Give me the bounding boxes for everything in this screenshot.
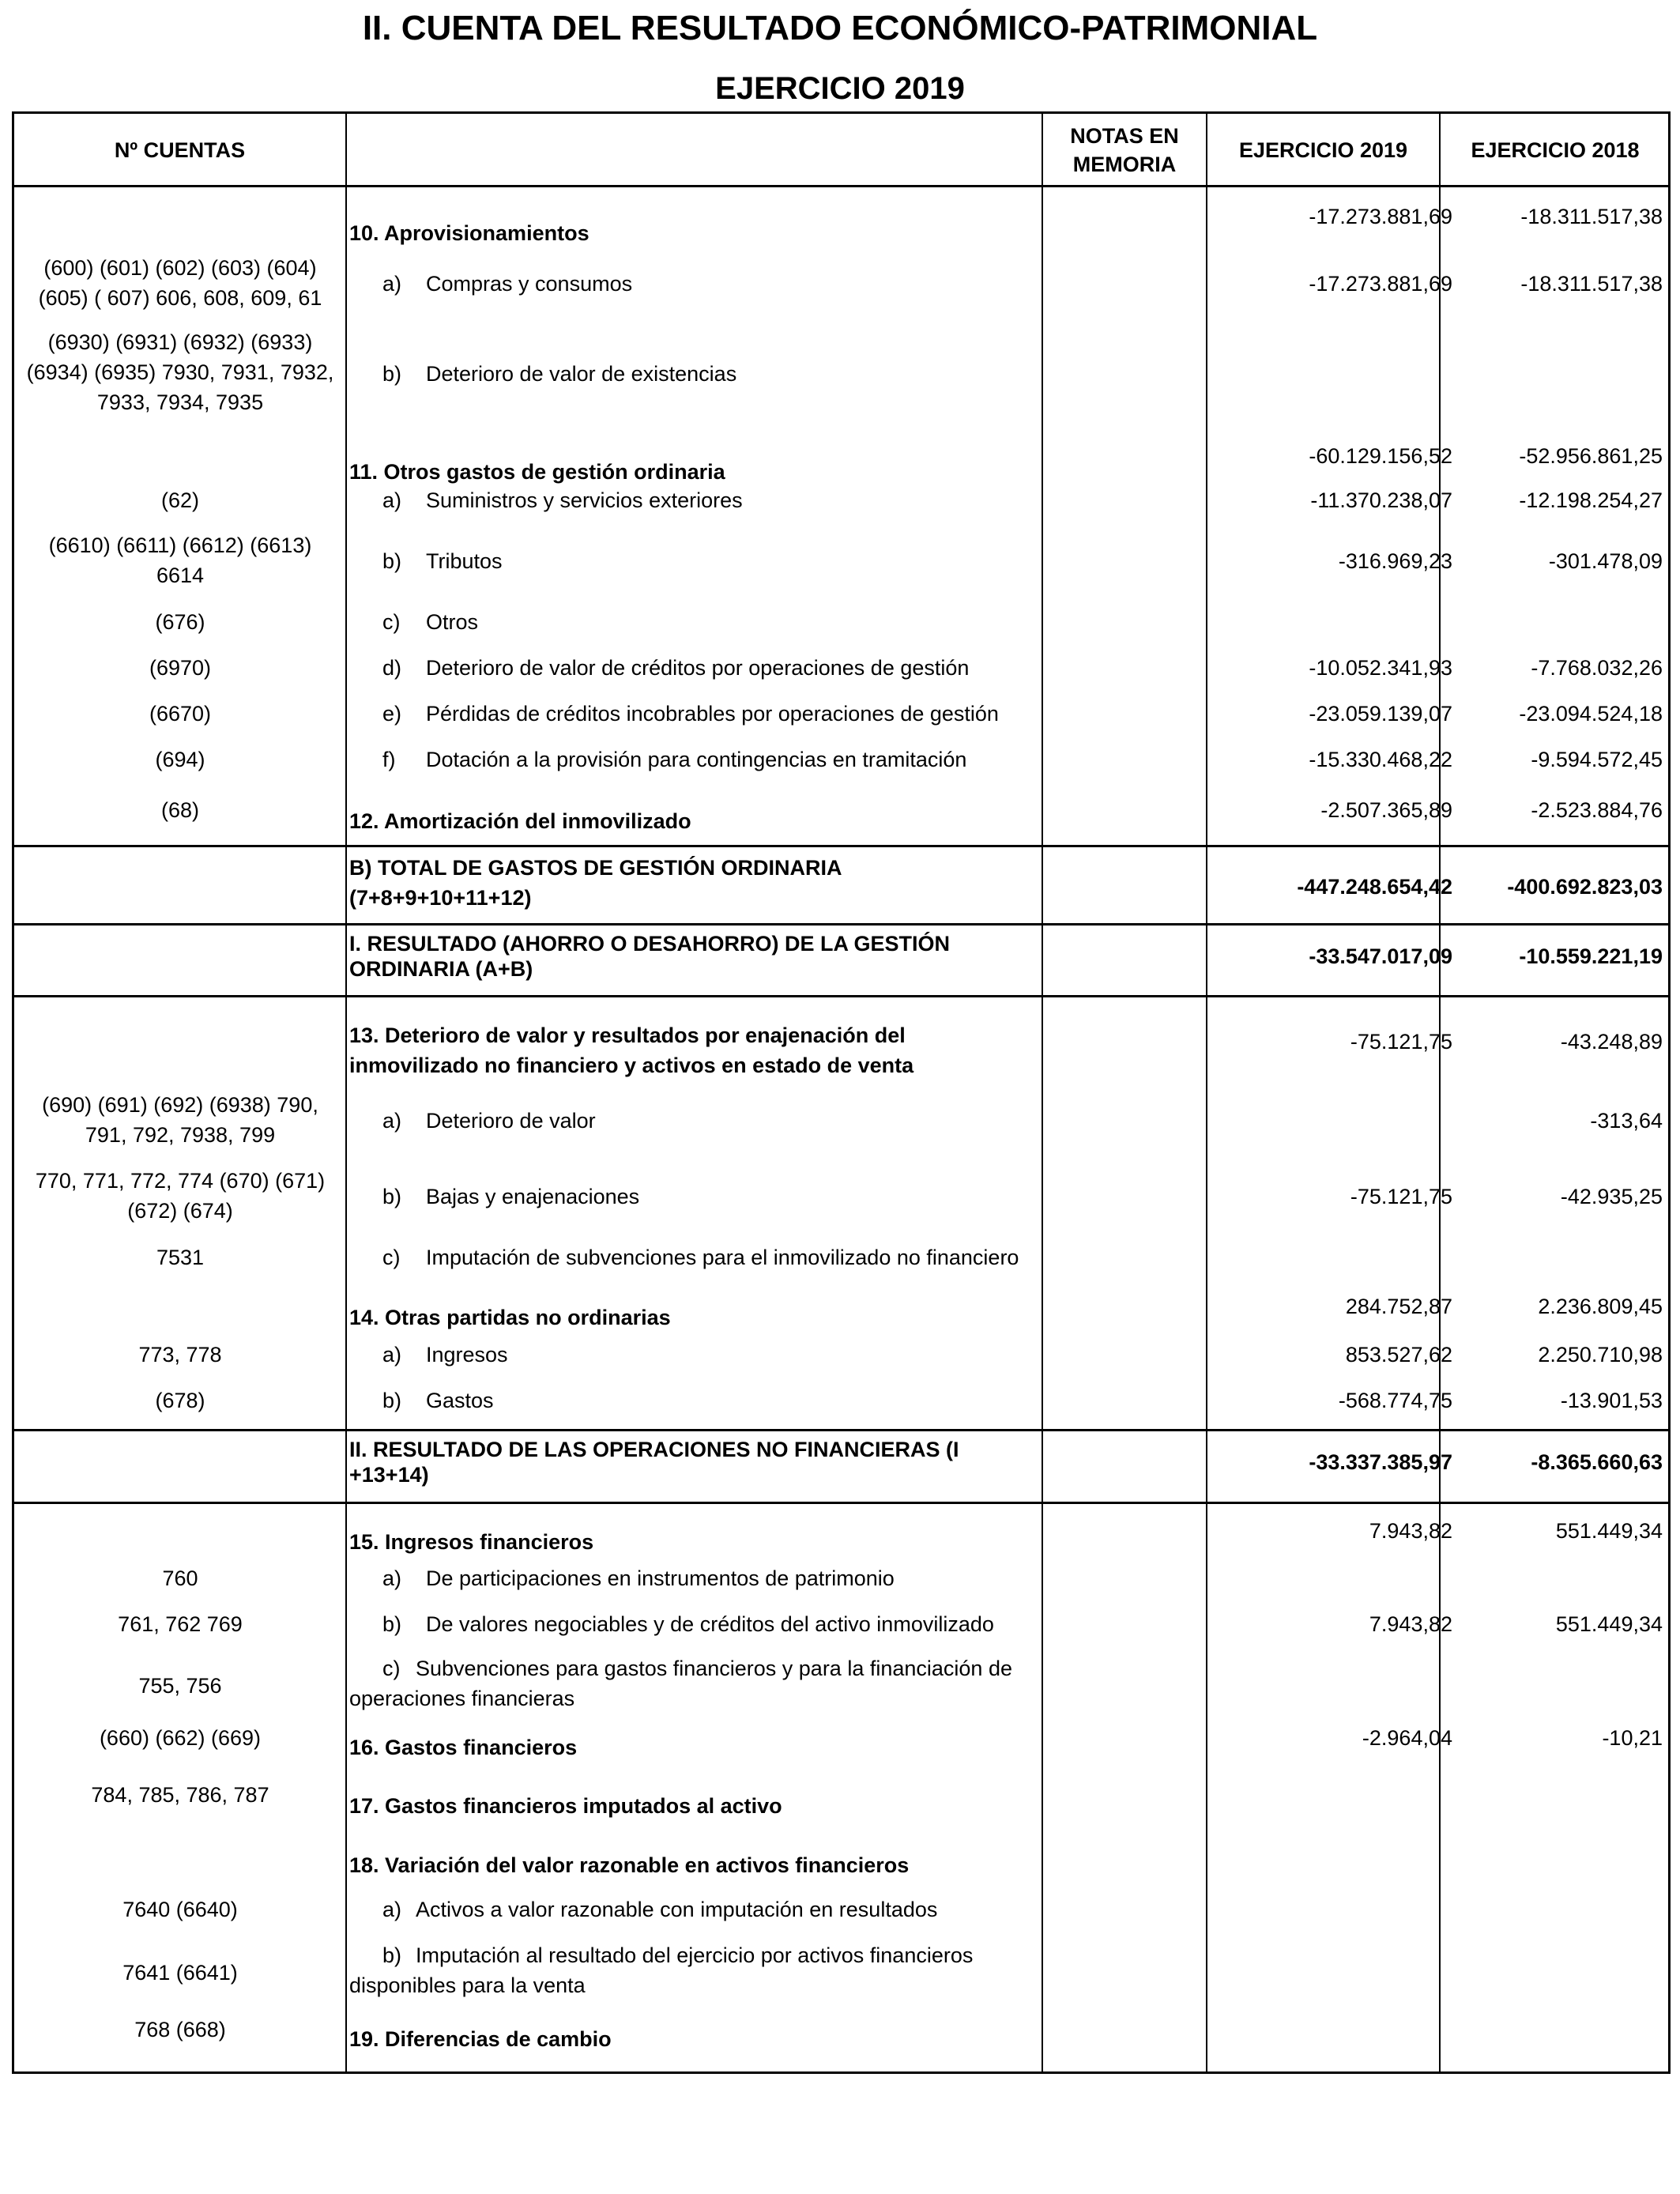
column-divider <box>1042 114 1043 2071</box>
column-divider <box>1439 114 1441 2071</box>
row-divider <box>14 1502 1668 1504</box>
column-divider <box>1206 114 1207 2071</box>
header-year-2019: EJERCICIO 2019 <box>1238 138 1408 162</box>
document-subtitle: EJERCICIO 2019 <box>715 71 965 106</box>
row-divider <box>14 845 1668 847</box>
result-account-table: Nº CUENTAS NOTAS EN MEMORIA EJERCICIO 2019 EJERCICIO 2018 10. Aprovisionamientos -17.273.881,69 -18.311.517,38 (600) (601) (602) (603) (604) (605) ( 607) 606, 608, 609, 61 a) Compras y consumos -17.273.881,69 -18.311.517,38 (6930) (6931) (6932) (6933) (6934) (6935) 7930, 7931, 7932, 7933, 7934, 7935 b) Deterioro de valor de existencias 11. Otros gastos de gestión ordinaria -60.129.156,52 -52.956.861,25 (62) a) Suministros y servicios exteriores -11.370.238,07 -12.198.254,27 (6610) (6611) (6612) (6613) 6614 b) Tributos -316.969,23 -301.478,09 (676) c) Otros (6970) d) Deterioro de valor de créditos por operaciones de gestión -10.052.341,93 -7.768.032,26 (6670) e) Pérdidas de créditos incobrables por operaciones de gestión -23.059.139,07 -23.094.524,18 (694) f) Dotación a la provisión para contingencias en tramitación -15.330.468,22 -9.594.572,45 (68) 12. Amortización del inmovilizado -2.507.365,89 -2.523.884,76 B) TOTAL DE GASTOS DE GESTIÓN ORDINARIA (7+8+9+10+11+12) -447.248.654,42 -400.692.823,03 I. RESULTADO (AHORRO O DESAHORRO) DE LA GESTIÓN ORDINARIA (A+B) -33.547.017,09 -10.559.221,19 13. Deterioro de valor y resultados por enajenación del inmovilizado no financiero y activos en estado de venta -75.121,75 -43.248,89 (690) (691) (692) (6938) 790, 791, 792, 7938, 799 a) Deterioro de valor -313,64 770, 771, 772, 774 (670) (671) (672) (674) b) Bajas y enajenaciones -75.121,75 -42.935,25 7531 c) Imputación de subvenciones para el inmovilizado no financiero 14. Otras partidas no ordinarias 284.752,87 2.236.809,45 773, 778 a) Ingresos 853.527,62 2.250.710,98 (678) b) Gastos -568.774,75 -13.901,53 II. RESULTADO DE LAS OPERACIONES NO FINANCIERAS (I +13+14) -33.337.385,97 -8.365.660,63 15. Ingresos financieros 7.943,82 551.449,34 760 a) De participaciones en instrumentos de patrimonio 761, 762 769 b) De valores negociables y de créditos del activo inmovilizado 7.943,82 551.449,34 755, 756 c) Subvenciones para gastos financieros y para la financiación de operaciones financieras (660) (662) (669) 16. Gastos financieros -2.964,04 -10,21 784, 785, 786, 787 17. Gastos financieros imputados al activo 18. Variación del valor razonable en activos financieros 7640 (6640) a) Activos a valor razonable con imputación en resultados 7641 (6641) b) Imputación al resultado del ejercicio por activos financieros disponibles para la venta 768 (668) 19. Diferencias de cambio <box>12 111 1671 2074</box>
header-year-2018: EJERCICIO 2018 <box>1471 138 1640 162</box>
header-notes: NOTAS EN MEMORIA <box>1070 124 1179 176</box>
row-divider <box>14 995 1668 997</box>
document-title: II. CUENTA DEL RESULTADO ECONÓMICO-PATRIMONIAL <box>362 9 1318 47</box>
row-divider <box>14 1429 1668 1431</box>
header-accounts: Nº CUENTAS <box>114 138 246 162</box>
row-divider <box>14 923 1668 925</box>
